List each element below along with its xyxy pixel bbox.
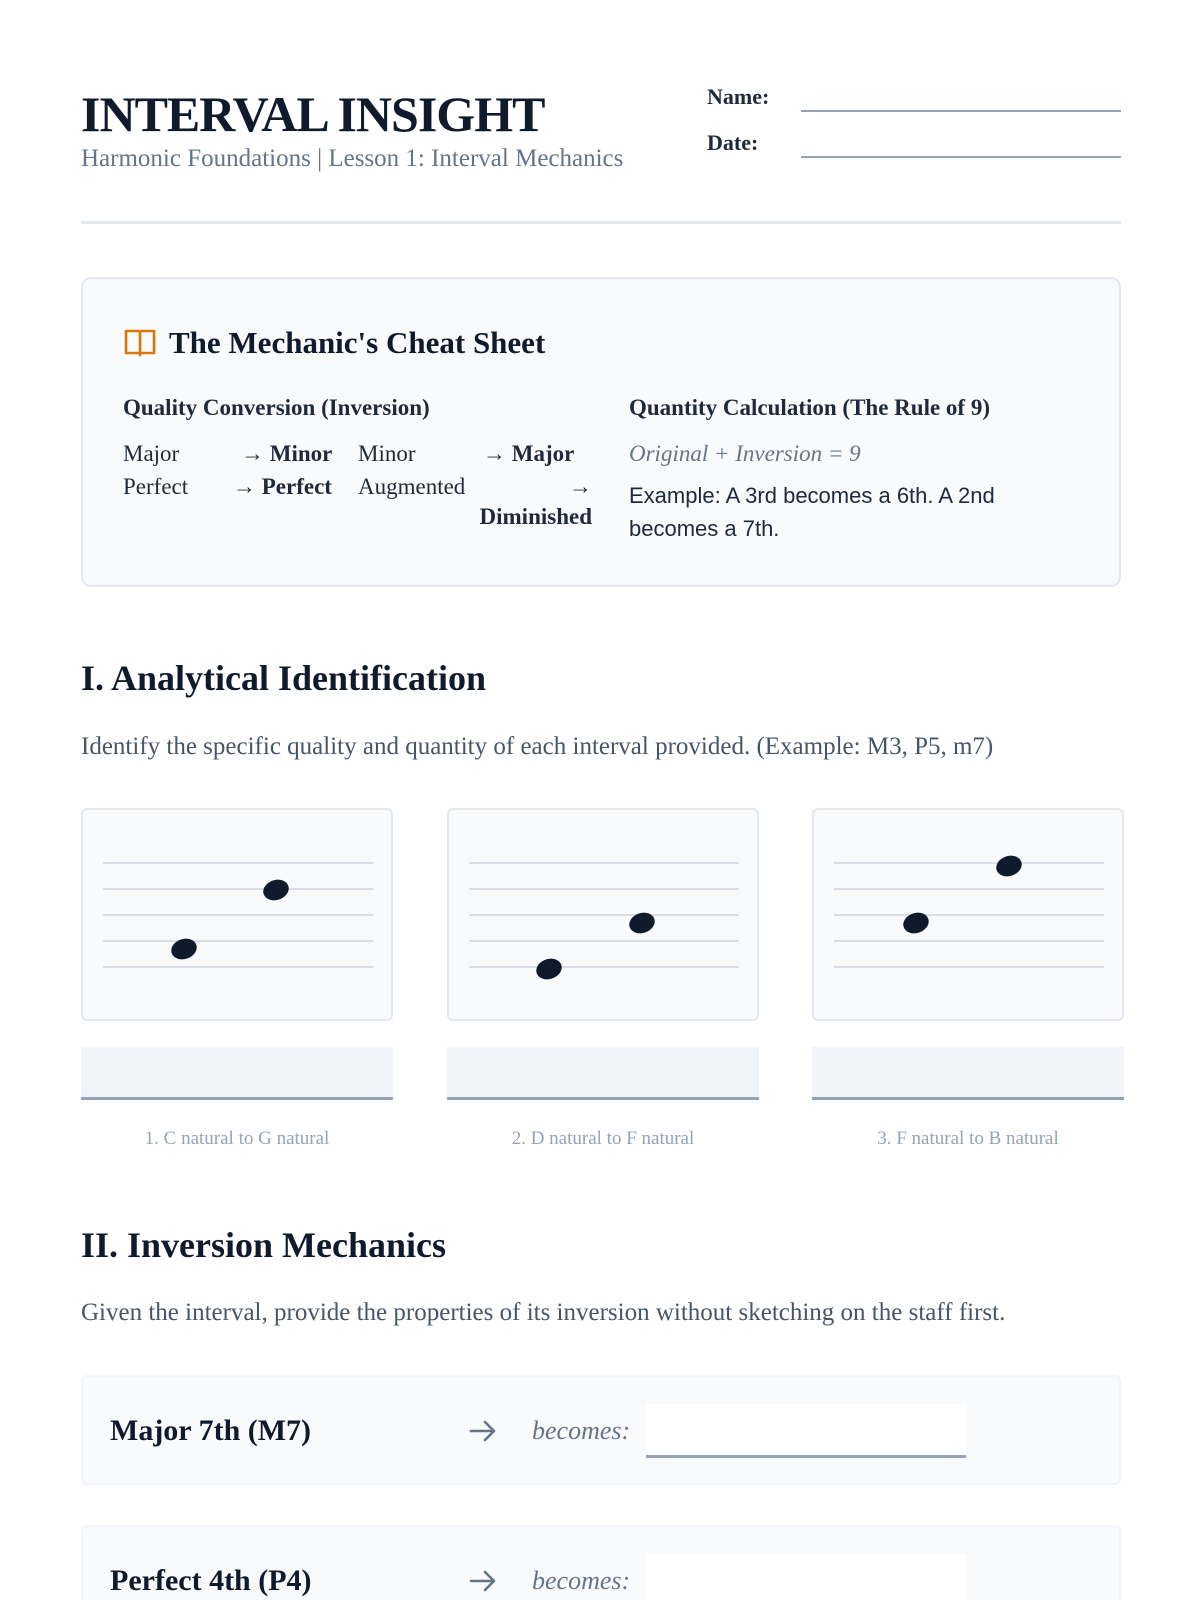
arrow-right-icon bbox=[467, 1565, 499, 1597]
music-staff bbox=[449, 810, 761, 1023]
conversion-from: Major bbox=[123, 441, 180, 466]
answer-field[interactable] bbox=[812, 1047, 1124, 1100]
exercise-caption: 3. F natural to B natural bbox=[877, 1128, 1059, 1149]
conversion-to: → Perfect bbox=[233, 474, 332, 499]
section-1-description: Identify the specific quality and quantity of each interval provided. (Example: M3, P5, m7) bbox=[81, 733, 994, 760]
name-line[interactable] bbox=[801, 110, 1121, 112]
arrow-right-icon bbox=[467, 1415, 499, 1447]
note-head bbox=[901, 909, 932, 936]
becomes-label: becomes: bbox=[532, 1416, 631, 1445]
inversion-answer-field[interactable] bbox=[646, 1554, 966, 1600]
section-1-title: I. Analytical Identification bbox=[81, 658, 487, 698]
conversion-to: → Minor bbox=[241, 441, 333, 466]
staff-card bbox=[447, 808, 759, 1021]
date-line[interactable] bbox=[801, 156, 1121, 158]
answer-field[interactable] bbox=[447, 1047, 759, 1100]
page-title: INTERVAL INSIGHT bbox=[81, 86, 545, 142]
music-staff bbox=[814, 810, 1126, 1023]
rule-of-nine-formula: Original + Inversion = 9 bbox=[629, 441, 861, 466]
quantity-heading: Quantity Calculation (The Rule of 9) bbox=[629, 395, 990, 420]
book-icon bbox=[123, 327, 157, 357]
section-2-description: Given the interval, provide the properties of its inversion without sketching on the staff first. bbox=[81, 1299, 1006, 1326]
note-head bbox=[994, 852, 1025, 879]
conversion-from: Perfect bbox=[123, 474, 189, 499]
note-head bbox=[534, 955, 565, 982]
note-head bbox=[261, 876, 292, 903]
becomes-label: becomes: bbox=[532, 1566, 631, 1595]
note-head bbox=[627, 909, 658, 936]
music-staff bbox=[83, 810, 395, 1023]
cheat-sheet-title: The Mechanic's Cheat Sheet bbox=[169, 325, 546, 360]
date-field[interactable] bbox=[707, 126, 1121, 160]
staff-card bbox=[81, 808, 393, 1021]
worksheet-header bbox=[81, 80, 1121, 224]
conversion-to: → Diminished bbox=[479, 474, 592, 529]
conversion-from: Minor bbox=[358, 441, 416, 466]
note-head bbox=[169, 935, 200, 962]
name-field[interactable] bbox=[707, 80, 1121, 114]
exercise-caption: 1. C natural to G natural bbox=[144, 1128, 330, 1149]
inversion-row bbox=[81, 1525, 1121, 1600]
cheat-sheet-panel bbox=[81, 277, 1121, 587]
date-label: Date: bbox=[707, 130, 759, 155]
interval-label: Perfect 4th (P4) bbox=[110, 1564, 312, 1597]
name-label: Name: bbox=[707, 84, 770, 109]
interval-label: Major 7th (M7) bbox=[110, 1414, 312, 1447]
rule-of-nine-example: Example: A 3rd becomes a 6th. A 2nd becomes a 7th. bbox=[629, 483, 995, 541]
page-subtitle: Harmonic Foundations | Lesson 1: Interval Mechanics bbox=[81, 145, 624, 172]
section-2-title: II. Inversion Mechanics bbox=[81, 1225, 447, 1265]
conversion-to: → Major bbox=[483, 441, 575, 466]
answer-field[interactable] bbox=[81, 1047, 393, 1100]
exercise-caption: 2. D natural to F natural bbox=[511, 1128, 695, 1149]
quality-heading: Quality Conversion (Inversion) bbox=[123, 395, 430, 420]
staff-card bbox=[812, 808, 1124, 1021]
inversion-answer-field[interactable] bbox=[646, 1404, 966, 1458]
conversion-from: Augmented bbox=[358, 474, 466, 499]
inversion-row bbox=[81, 1375, 1121, 1485]
